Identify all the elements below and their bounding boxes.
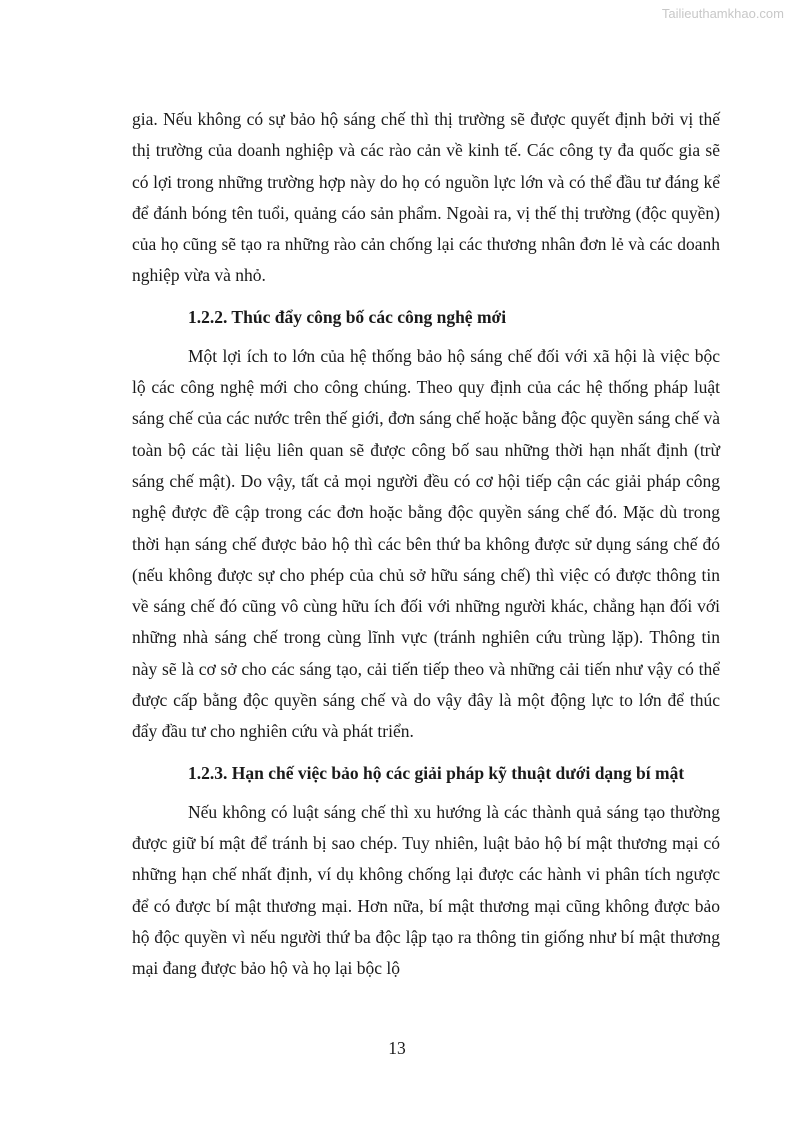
heading-1-2-2: 1.2.2. Thúc đẩy công bố các công nghệ mới <box>188 306 507 327</box>
heading-1-2-3: 1.2.3. Hạn chế việc bảo hộ các giải pháp kỹ thuật dưới dạng bí mật <box>188 762 685 783</box>
paragraph-trade-secrets: Nếu không có luật sáng chế thì xu hướng là các thành quả sáng tạo thường được giữ bí mật để tránh bị sao chép. Tuy nhiên, luật bảo hộ bí mật thương mại có những hạn chế nhất định, ví dụ không chống lại được các hành vi phân tích ngược để có được bí mật thương mại. Hơn nữa, bí mật thương mại cũng không được bảo hộ độc quyền vì nếu người thứ ba độc lập tạo ra thông tin giống như bí mật thương mại đang được bảo hộ và họ lại bộc lộ <box>132 801 720 979</box>
page-number: 13 <box>388 1038 406 1058</box>
paragraph-market-position: gia. Nếu không có sự bảo hộ sáng chế thì thị trường sẽ được quyết định bởi vị thế thị trường của doanh nghiệp và các rào cản về kinh tế. Các công ty đa quốc gia sẽ có lợi trong những trường hợp này do họ có nguồn lực lớn và có thể đầu tư đáng kể để đánh bóng tên tuổi, quảng cáo sản phẩm. Ngoài ra, vị thế thị trường (độc quyền) của họ cũng sẽ tạo ra những rào cản chống lại các thương nhân đơn lẻ và các doanh nghiệp vừa và nhỏ. <box>132 109 720 286</box>
paragraph-disclosure: Một lợi ích to lớn của hệ thống bảo hộ sáng chế đối với xã hội là việc bộc lộ các công nghệ mới cho công chúng. Theo quy định của các hệ thống pháp luật sáng chế của các nước trên thế giới, đơn sáng chế hoặc bằng độc quyền sáng chế và toàn bộ các tài liệu liên quan sẽ được công bố sau những thời hạn nhất định (trừ sáng chế mật). Do vậy, tất cả mọi người đều có cơ hội tiếp cận các giải pháp công nghệ được đề cập trong các đơn hoặc bằng độc quyền sáng chế đó. Mặc dù trong thời hạn sáng chế được bảo hộ thì các bên thứ ba không được sử dụng sáng chế đó (nếu không được sự cho phép của chủ sở hữu sáng chế) thì việc có được thông tin về sáng chế đó cũng vô cùng hữu ích đối với những người khác, chẳng hạn đối với những nhà sáng chế trong cùng lĩnh vực (tránh nghiên cứu trùng lặp). Thông tin này sẽ là cơ sở cho các sáng tạo, cải tiến tiếp theo và những cải tiến như vậy có thể được cấp bằng độc quyền sáng chế và do vậy đây là một động lực to lớn để thúc đẩy đầu tư cho nghiên cứu và phát triển. <box>132 345 720 742</box>
watermark: Tailieuthamkhao.com <box>661 6 784 21</box>
document-body <box>132 104 720 984</box>
